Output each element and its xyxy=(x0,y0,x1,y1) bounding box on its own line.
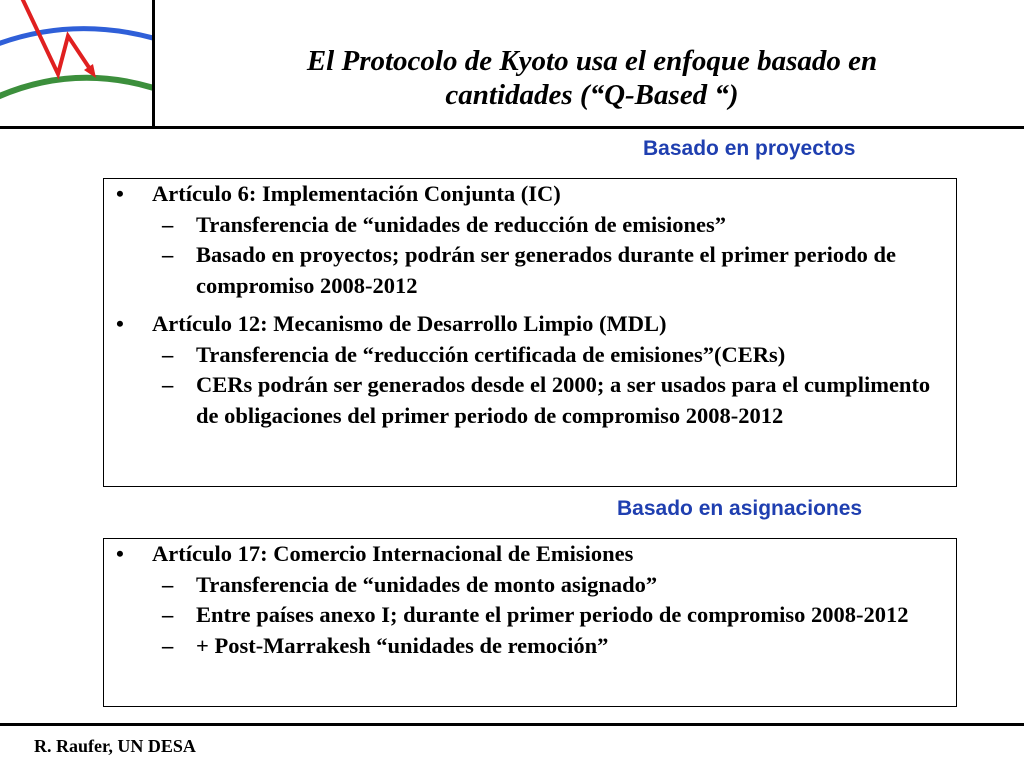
label-basado-en-asignaciones: Basado en asignaciones xyxy=(617,497,863,520)
article-17-sub-2: – Entre países anexo I; durante el primer periodo de compromiso 2008-2012 xyxy=(150,600,956,631)
title-line-2: cantidades (“Q-Based “) xyxy=(445,79,739,111)
allocation-based-box xyxy=(103,538,957,707)
footer-author: R. Raufer, UN DESA xyxy=(34,736,196,756)
article-17-sub-3: – + Post-Marrakesh “unidades de remoción” xyxy=(150,631,956,662)
article-17-item xyxy=(104,539,956,661)
logo-graphic xyxy=(0,0,152,126)
article-6-sub-1: – Transferencia de “unidades de reducción de emisiones” xyxy=(150,210,956,241)
article-12-sub-1: – Transferencia de “reducción certificada de emisiones”(CERs) xyxy=(150,340,956,371)
project-based-box xyxy=(103,178,957,487)
label-basado-en-proyectos: Basado en proyectos xyxy=(643,137,856,160)
header-vertical-divider xyxy=(152,0,155,128)
article-6-sub-2: – Basado en proyectos; podrán ser generados durante el primer periodo de compromiso 2008-2012 xyxy=(150,240,956,301)
header-horizontal-divider xyxy=(0,126,1024,129)
article-12-heading: Artículo 12: Mecanismo de Desarrollo Limpio (MDL) xyxy=(152,311,667,336)
article-12-item xyxy=(104,309,956,431)
article-17-heading: Artículo 17: Comercio Internacional de Emisiones xyxy=(152,541,634,566)
article-6-heading: Artículo 6: Implementación Conjunta (IC) xyxy=(152,181,561,206)
title-line-1: El Protocolo de Kyoto usa el enfoque basado en xyxy=(306,45,878,77)
article-6-item xyxy=(104,179,956,301)
article-17-sub-1: – Transferencia de “unidades de monto asignado” xyxy=(150,570,956,601)
article-12-sub-2: – CERs podrán ser generados desde el 2000; a ser usados para el cumplimento de obligaciones del primer periodo de compromiso 2008-2012 xyxy=(150,370,956,431)
footer-divider xyxy=(0,723,1024,726)
slide-title xyxy=(160,44,1024,112)
